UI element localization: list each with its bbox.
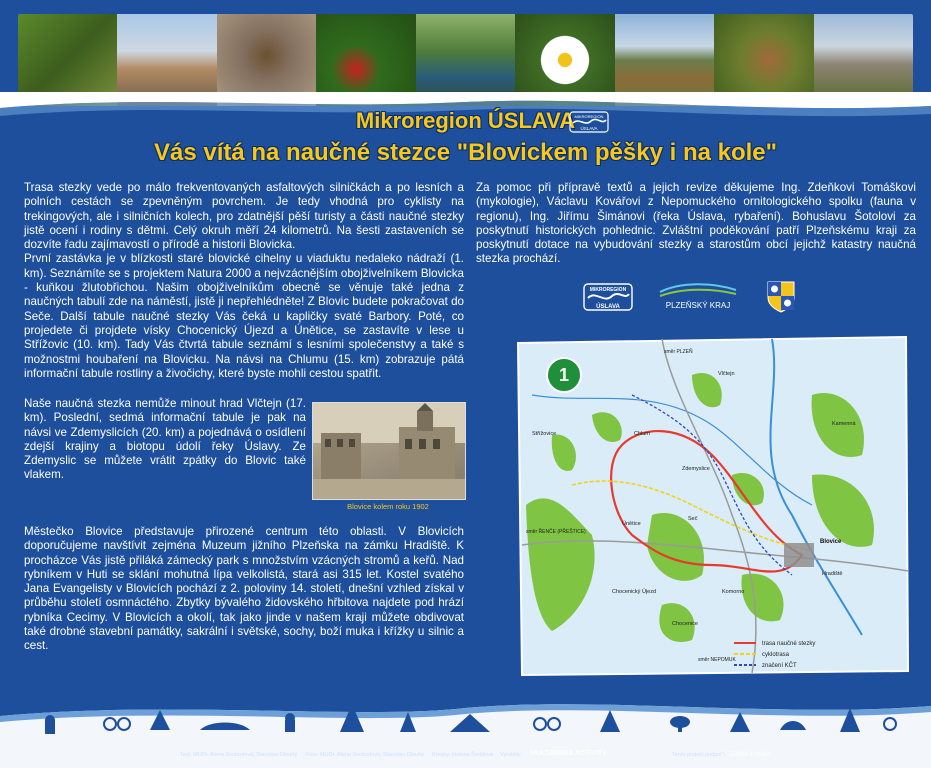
page-title: Mikroregion ÚSLAVA <box>355 108 576 133</box>
left-column-text-wrap <box>24 397 306 483</box>
logo-small-top-text: MIKROREGION <box>574 114 604 119</box>
credit-drawings: Kresby: Helena Šmídová <box>432 752 493 758</box>
map-direction-rence: směr ŘENČE (PŘEŠTICE) <box>526 529 586 535</box>
logo-top-text: MIKROREGION <box>589 287 627 293</box>
map-direction-plzen: směr PLZEŇ <box>664 349 693 355</box>
credit-support-label: Tento projekt podpořil: <box>672 752 727 758</box>
legend-trail-label: trasa naučné stezky <box>762 641 816 647</box>
mikroregion-uslava-logo <box>583 280 633 314</box>
map-label-kamenna: Kamenná <box>832 421 856 427</box>
map-direction-nepomuk: směr NEPOMUK <box>698 657 736 663</box>
plzensky-kraj-text: PLZEŇSKÝ KRAJ <box>665 301 731 310</box>
legend-kct-label: značení KČT <box>762 663 797 669</box>
map-label-zdemyslice: Zdemyslice <box>682 466 710 472</box>
map-label-strizovice: Střížovice <box>532 431 557 437</box>
map-town-blovice-area <box>784 543 814 567</box>
historic-photo-blovice <box>312 402 466 500</box>
map-label-unetice: Únětice <box>622 521 641 527</box>
trail-map <box>512 335 912 679</box>
page-subtitle: Vás vítá na naučné stezce "Blovickem pěšky i na kole" <box>153 139 778 166</box>
text-route-description: Trasa stezky vede po málo frekventovaných asfaltových silničkách a po lesních a polních cestách se zpevněným povrchem. Je tedy vhodná pro cyklisty na trekingových, ale i silničních kolech, pro zdatnější pěší turisty a části naučné stezky jistě ocení i rodiny s dětmi. Celý okruh měří 24 kilometrů. Na šesti zastaveních se dozvíte řadu zajímavostí o přírodě a historii Blovicka. <box>24 181 464 252</box>
text-acknowledgements: Za pomoc při přípravě textů a jejich revize děkujeme Ing. Zdeňkovi Tomáškovi (mykologie), Václavu Kovářovi z Nepomuckého ornitologického spolku (fauna v regionu), Ing. Jiřímu Šimánovi (řeka Úslava, rybaření). Bohuslavu Šotolovi za poskytnutí historických pohlednic. Zvláštní poděkování patří Plzeňskému kraji za poskytnutí dotace na vybudování stezky a starostům obcí jejichž katastry naučná stezka prochází. <box>476 181 916 266</box>
plzensky-kraj-logo <box>656 280 740 314</box>
map-label-komorno: Komorno <box>722 589 745 595</box>
map-label-sec: Seč <box>688 516 698 522</box>
credit-made-by-label: Vyrobila: <box>500 752 522 758</box>
text-stops-description: První zastávka je v blízkosti staré blovické cihelny u viaduktu nedaleko nádraží (1. km). Seznámíte se s projektem Natura 2000 a nejvzácnějším obojživelníkem Blovicka - kuňkou žlutobřichou. Našim obojživelníkům obecně se věnuje také jedna z naučných tabulí zde na náměstí, jistě ji nepřehlédněte! Z Blovic budete pokračovat do Seče. Další tabule naučné stezky Vás čeká u kapličky svaté Barbory. Poté, co projedete či projdete vísky Chocenický Újezd a Únětice, se zastavíte v lese u Střížovic (10. km). Tady Vás čtvrtá tabule seznámí s lesními společenstvy a také s možnostmi houbaření na Blovicku. Na návsi na Chlumu (15. km) zobrazuje pátá informační tabule rostliny a živočichy, které byste mohli cestou spatřit. <box>24 252 464 380</box>
right-column-text <box>476 181 916 267</box>
map-label-blovice: Blovice <box>820 539 842 545</box>
map-label-chocenice: Chocenice <box>672 621 698 627</box>
historic-photo-caption: Blovice kolem roku 1902 <box>347 502 429 511</box>
text-blovice-town: Městečko Blovice představuje přirozené centrum této oblasti. V Blovicích doporučujeme navštívit zejména Muzeum jižního Plzeňska na zámku Hradiště. K procházce Vás jistě přiláká zámecký park s množstvím vzácných stromů a keřů. Nad rybníkem v Huti se sklání mohutná lípa velkolistá, stará asi 315 let. Kostel svatého Jana Evangelisty v Blovicích pochází z 2. poloviny 14. století, dnešní vzhled získal v průběhu století osmnáctého. Zbytky bývalého židovského hřbitova najdete pod hrází rybníka Cecimy. V Blovicích a okolí, tak jako jinde v našem kraji můžete obdivovat také drobné stavební památky, sakrální i světské, sochy, boží muka i křížky u silnic a cest. <box>24 525 464 653</box>
map-label-hradiste: Hradiště <box>822 571 843 577</box>
logo-small-bottom-text: ÚSLAVA <box>580 126 598 131</box>
text-vlctejn: Naše naučná stezka nemůže minout hrad Vlčtejn (17. km). Poslední, sedmá informační tabule je pak na návsi ve Zdemyslicích (20. km) a pojednává o osídlení zdejší krajiny a biotopu údolí řeky Úslavy. Ze Zdemyslic se můžete vrátit zpátky do Blovic také vlakem. <box>24 397 306 482</box>
mikroregion-logo-small <box>569 111 609 133</box>
historic-photo-drawing <box>313 403 465 499</box>
maker-logo: MULTIMEDIA ACTIVITY <box>530 750 607 757</box>
map-label-chlum: Chlum <box>634 431 650 437</box>
map-label-vlctejn: Vlčtejn <box>718 371 735 377</box>
credit-text: Text: MUDr. Alena Svobodová, Stanislav Dlouhý <box>180 752 298 758</box>
left-column-text <box>24 181 464 381</box>
supporter-logo: PLZEŇSKÝ KRAJ <box>722 752 771 758</box>
logo-bottom-text: ÚSLAVA <box>596 304 620 310</box>
map-label-chocenicky-ujezd: Chocenický Újezd <box>612 589 657 595</box>
left-column-bottom-text <box>24 525 464 654</box>
credit-photo: Foto: MUDr. Alena Svobodová, Stanislav Dlouhý <box>306 752 425 758</box>
map-badge-number: 1 <box>558 365 570 385</box>
legend-cycle-label: cyklotrasa <box>762 652 790 658</box>
coat-of-arms-icon <box>766 280 796 314</box>
